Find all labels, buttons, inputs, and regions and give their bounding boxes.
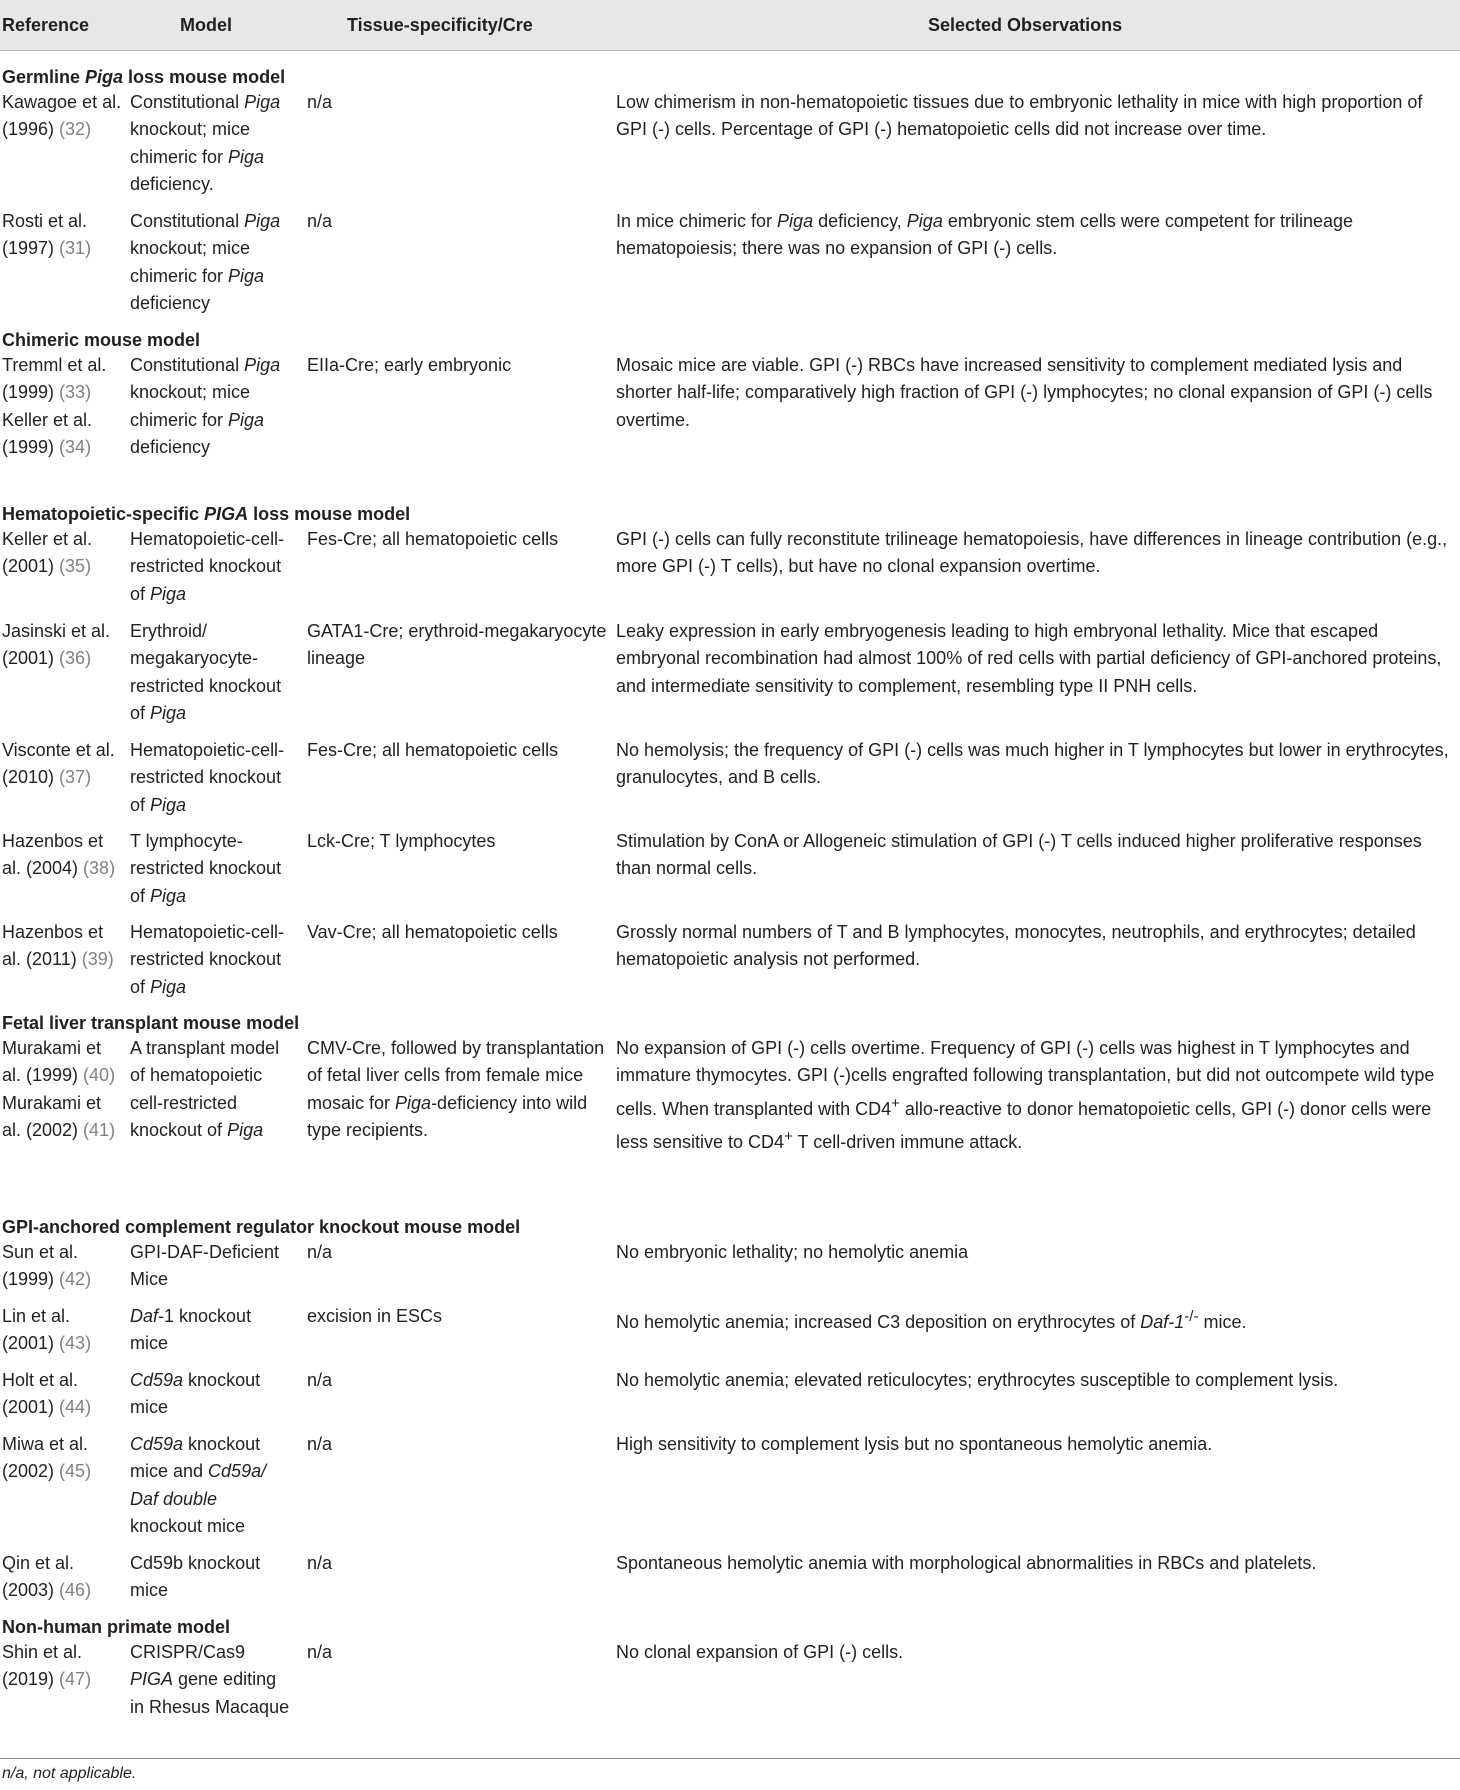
model-cell: Constitutional Piga knockout; mice chimeric for Piga deficiency. <box>130 92 281 195</box>
ref-cell: Visconte et al. (2010) (37) <box>2 740 115 788</box>
model-cell: Daf-1 knockout mice <box>130 1306 252 1354</box>
observation-cell: Spontaneous hemolytic anemia with morphological abnormalities in RBCs and platelets. <box>616 1553 1317 1573</box>
tissue-cell: n/a <box>307 1642 333 1662</box>
table-bottom-rule <box>0 1758 1460 1759</box>
ref-cell: Kawagoe et al. (1996) (32) <box>2 92 122 140</box>
tissue-cell: Fes-Cre; all hematopoietic cells <box>307 740 559 760</box>
table-header <box>0 0 1460 51</box>
tissue-cell: EIIa-Cre; early embryonic <box>307 355 512 375</box>
tissue-cell: n/a <box>307 1370 333 1390</box>
tissue-cell: n/a <box>307 92 333 112</box>
section-title: Germline Piga loss mouse model <box>2 67 286 87</box>
model-cell: Constitutional Piga knockout; mice chimeric for Piga deficiency <box>130 355 281 458</box>
ref-cell: Tremml et al. (1999) (33) Keller et al. (1999) (34) <box>2 355 107 458</box>
ref-cell: Sun et al. (1999) (42) <box>2 1242 92 1290</box>
ref-cell: Hazenbos et al. (2004) (38) <box>2 831 116 879</box>
observation-cell: GPI (-) cells can fully reconstitute trilineage hematopoiesis, have differences in lineage contribution (e.g., more GPI (-) T cells), but have no clonal expansion overtime. <box>616 529 1448 577</box>
observation-cell: Leaky expression in early embryogenesis leading to high embryonal lethality. Mice that escaped embryonal recombination had almost 100% of red cells with partial deficiency of GPI-anchored proteins, and intermediate sensitivity to complement, resembling type II PNH cells. <box>616 621 1442 696</box>
ref-cell: Keller et al. (2001) (35) <box>2 529 93 577</box>
observation-cell: Stimulation by ConA or Allogeneic stimulation of GPI (-) T cells induced higher proliferative responses than normal cells. <box>616 831 1422 879</box>
observation-cell: High sensitivity to complement lysis but no spontaneous hemolytic anemia. <box>616 1434 1213 1454</box>
section-title: Chimeric mouse model <box>2 330 201 350</box>
ref-cell: Miwa et al. (2002) (45) <box>2 1434 92 1482</box>
model-cell: Constitutional Piga knockout; mice chimeric for Piga deficiency <box>130 211 281 314</box>
header-model: Model <box>180 15 232 35</box>
observation-cell: No embryonic lethality; no hemolytic anemia <box>616 1242 969 1262</box>
model-cell: Hematopoietic-cell-restricted knockout of Piga <box>130 922 285 997</box>
model-cell: Cd59a knockout mice <box>130 1370 261 1418</box>
model-cell: A transplant model of hematopoietic cell-restricted knockout of Piga <box>130 1038 280 1141</box>
tissue-cell: Vav-Cre; all hematopoietic cells <box>307 922 558 942</box>
observation-cell: Grossly normal numbers of T and B lymphocytes, monocytes, neutrophils, and erythrocytes; detailed hematopoietic analysis not performed. <box>616 922 1416 970</box>
ref-cell: Shin et al. (2019) (47) <box>2 1642 92 1690</box>
observation-cell: In mice chimeric for Piga deficiency, Piga embryonic stem cells were competent for trilineage hematopoiesis; there was no expansion of GPI (-) cells. <box>616 211 1353 259</box>
section-title: Fetal liver transplant mouse model <box>2 1013 300 1033</box>
ref-cell: Qin et al. (2003) (46) <box>2 1553 92 1601</box>
header-observations: Selected Observations <box>928 15 1123 35</box>
observation-cell: No clonal expansion of GPI (-) cells. <box>616 1642 904 1662</box>
ref-cell: Lin et al. (2001) (43) <box>2 1306 92 1354</box>
section-title: Hematopoietic-specific PIGA loss mouse model <box>2 504 411 524</box>
tissue-cell: excision in ESCs <box>307 1306 443 1326</box>
ref-cell: Rosti et al. (1997) (31) <box>2 211 92 259</box>
model-cell: T lymphocyte-restricted knockout of Piga <box>130 831 282 906</box>
ref-cell: Jasinski et al. (2001) (36) <box>2 621 111 669</box>
tissue-cell: n/a <box>307 1434 333 1454</box>
tissue-cell: n/a <box>307 211 333 231</box>
section-title: Non-human primate model <box>2 1617 231 1637</box>
observation-cell: No hemolytic anemia; elevated reticulocytes; erythrocytes susceptible to complement lysis. <box>616 1370 1339 1390</box>
ref-cell: Hazenbos et al. (2011) (39) <box>2 922 114 970</box>
tissue-cell: CMV-Cre, followed by transplantation of fetal liver cells from female mice mosaic for Piga-deficiency into wild type recipients. <box>307 1038 605 1141</box>
header-reference: Reference <box>2 15 90 35</box>
observation-cell: No expansion of GPI (-) cells overtime. Frequency of GPI (-) cells was highest in T lymphocytes and immature thymocytes. GPI (-)cells engrafted following transplantation, but did not outcompete wild type cells. When transplanted with CD4+ allo-reactive to donor hematopoietic cells, GPI (-) donor cells were less sensitive to CD4+ T cell-driven immune attack. <box>616 1038 1435 1153</box>
tissue-cell: n/a <box>307 1553 333 1573</box>
tissue-cell: Fes-Cre; all hematopoietic cells <box>307 529 559 549</box>
tissue-cell: n/a <box>307 1242 333 1262</box>
model-cell: Hematopoietic-cell-restricted knockout of Piga <box>130 740 285 815</box>
tissue-cell: Lck-Cre; T lymphocytes <box>307 831 496 851</box>
section-title: GPI-anchored complement regulator knockout mouse model <box>2 1217 521 1237</box>
observation-cell: No hemolytic anemia; increased C3 deposition on erythrocytes of Daf-1-/- mice. <box>616 1308 1247 1332</box>
model-cell: GPI-DAF-Deficient Mice <box>130 1242 280 1290</box>
model-cell: Cd59b knockout mice <box>130 1553 261 1601</box>
ref-cell: Holt et al. (2001) (44) <box>2 1370 92 1418</box>
table-footnote: n/a, not applicable. <box>2 1765 137 1782</box>
tissue-cell: GATA1-Cre; erythroid-megakaryocyte lineage <box>307 621 607 669</box>
model-cell: Cd59a knockout mice and Cd59a/ Daf double knockout mice <box>130 1434 267 1537</box>
header-tissue: Tissue-specificity/Cre <box>347 15 533 35</box>
model-cell: Hematopoietic-cell-restricted knockout of Piga <box>130 529 285 604</box>
observation-cell: Low chimerism in non-hematopoietic tissues due to embryonic lethality in mice with high proportion of GPI (-) cells. Percentage of GPI (-) hematopoietic cells did not increase over time. <box>616 92 1423 140</box>
model-cell: Erythroid/ megakaryocyte-restricted knockout of Piga <box>130 621 282 724</box>
ref-cell: Murakami et al. (1999) (40) Murakami et al. (2002) (41) <box>2 1038 116 1141</box>
model-cell: CRISPR/Cas9 PIGA gene editing in Rhesus Macaque <box>130 1642 290 1717</box>
observation-cell: Mosaic mice are viable. GPI (-) RBCs have increased sensitivity to complement mediated lysis and shorter half-life; comparatively high fraction of GPI (-) lymphocytes; no clonal expansion of GPI (-) cells overtime. <box>616 355 1433 430</box>
observation-cell: No hemolysis; the frequency of GPI (-) cells was much higher in T lymphocytes but lower in erythrocytes, granulocytes, and B cells. <box>616 740 1449 788</box>
